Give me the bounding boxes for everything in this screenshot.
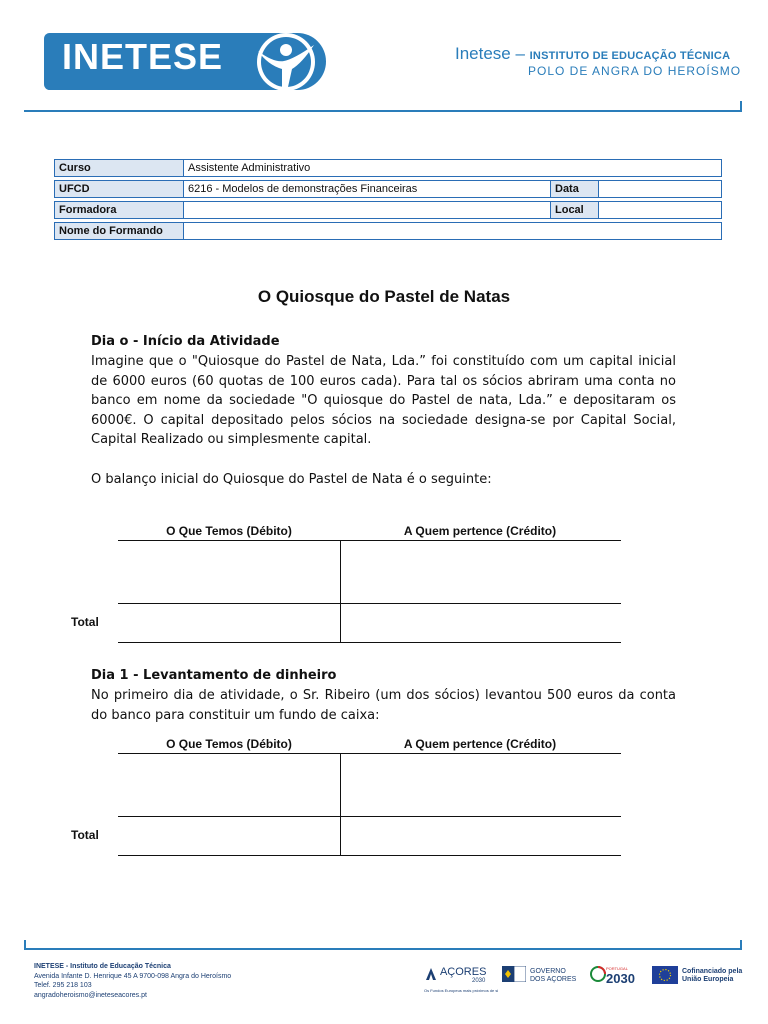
governo-acores-logo [502, 966, 577, 986]
info-row-curso [54, 159, 722, 177]
portugal-2030-logo [590, 966, 635, 986]
table2-total-label: Total [71, 828, 99, 842]
curso-value[interactable]: Assistente Administrativo [183, 159, 722, 177]
footer-org: INETESE - Instituto de Educação Técnica [34, 963, 171, 970]
institution-full: INSTITUTO DE EDUCAÇÃO TÉCNICA [529, 50, 731, 62]
data-label: Data [550, 180, 599, 198]
table1-credit-header: A Quem pertence (Crédito) [403, 524, 557, 538]
eu-cofinancing-logo [652, 966, 743, 986]
acores-logo-icon [424, 966, 438, 982]
header-rule [24, 110, 742, 112]
footer-email: angradoheroismo@ineteseacores.pt [34, 991, 147, 999]
formando-label: Nome do Formando [54, 222, 184, 240]
logo-emblem-icon [244, 33, 328, 91]
formadora-label: Formadora [54, 201, 184, 219]
table1-bottom-rule [118, 642, 621, 643]
eu-line2: União Europeia [682, 976, 734, 983]
institution-title [455, 44, 730, 64]
table2-top-rule [118, 753, 621, 754]
eu-flag-icon [652, 966, 678, 984]
acores-logo-year: 2030 [472, 978, 486, 984]
table2-divider [340, 753, 341, 856]
governo-line2: DOS AÇORES [530, 976, 577, 983]
local-value[interactable] [598, 201, 722, 219]
portugal-logo-year: 2030 [606, 971, 635, 986]
campus-name: POLO DE ANGRA DO HEROÍSMO [528, 64, 742, 78]
ufcd-value[interactable]: 6216 - Modelos de demonstrações Financeiras [183, 180, 551, 198]
section1-heading-text: Dia 1 - Levantamento de dinheiro [91, 668, 337, 683]
formando-value[interactable] [183, 222, 722, 240]
local-label: Local [550, 201, 599, 219]
section1-body: No primeiro dia de atividade, o Sr. Ribeiro (um dos sócios) levantou 500 euros da conta do banco para constituir um fundo de caixa: [91, 688, 676, 723]
section0-intro: O balanço inicial do Quiosque do Pastel de Nata é o seguinte: [91, 472, 492, 487]
table1-mid-rule [118, 603, 621, 604]
acores-logo-text: AÇORES [439, 966, 487, 978]
table1-top-rule [118, 540, 621, 541]
table1-divider [340, 540, 341, 643]
footer-contact [34, 962, 231, 1000]
info-row-formadora [54, 201, 722, 219]
table2-mid-rule [118, 816, 621, 817]
table1-total-label: Total [71, 615, 99, 629]
governo-flag-icon [502, 966, 526, 982]
table2-debit-header: O Que Temos (Débito) [166, 737, 292, 751]
footer-rule [24, 948, 742, 950]
portugal-logo-icon [590, 966, 606, 982]
formadora-value[interactable] [183, 201, 551, 219]
table1-debit-header: O Que Temos (Débito) [166, 524, 292, 538]
data-value[interactable] [598, 180, 722, 198]
header-rule-tick [740, 101, 742, 112]
ufcd-label: UFCD [54, 180, 184, 198]
curso-label: Curso [54, 159, 184, 177]
institution-name: Inetese [455, 44, 511, 63]
footer-address: Avenida Infante D. Henrique 45 A 9700-098 Angra do Heroísmo [34, 972, 232, 980]
governo-line1: GOVERNO [530, 968, 566, 975]
acores-2030-logo [424, 966, 499, 993]
eu-line1: Cofinanciado pela [682, 968, 743, 975]
acores-logo-tagline: Os Fundos Europeus mais próximos de si [424, 988, 499, 993]
info-row-ufcd [54, 180, 722, 198]
footer-phone: Telef. 295 218 103 [34, 982, 92, 989]
table2-bottom-rule [118, 855, 621, 856]
section1-heading [91, 666, 676, 686]
table2-credit-header: A Quem pertence (Crédito) [403, 737, 557, 751]
info-row-formando [54, 222, 722, 240]
section0-heading [91, 332, 676, 352]
document-title: O Quiosque do Pastel de Natas [257, 287, 511, 306]
section0-body: Imagine que o "Quiosque do Pastel de Nata, Lda.” foi constituído com um capital inicial de 6000 euros (60 quotas de 100 euros cada). Para tal os sócios abriram uma conta no banco em nome da sociedade "O quiosque do Pastel de nata, Lda.” e depositaram os 6000€. O capital depositado pelos sócios na sociedade designa-se por Capital Social, Capital Realizado ou simplesmente capital. [91, 354, 676, 447]
portugal-logo-text: PORTUGAL [606, 966, 628, 971]
logo-text: INETESE [62, 36, 224, 77]
institution-dash: – [510, 44, 530, 63]
section0-heading-text: Dia o - Início da Atividade [91, 334, 280, 349]
